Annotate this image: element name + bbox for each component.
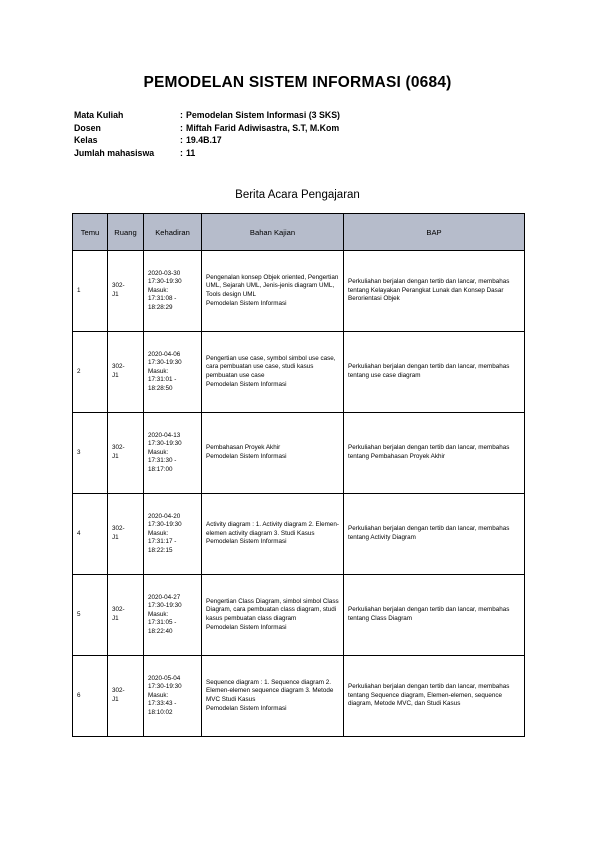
cell-kehadiran: 2020-03-30 17:30-19:30 Masuk: 17:31:08 - 18:28:29 [144,251,202,332]
table-row [73,656,525,737]
info-separator: : [180,147,183,158]
cell-ruang: 302- J1 [108,494,144,575]
course-info [74,109,534,159]
column-header-ruang: Ruang [108,214,144,251]
info-separator: : [180,110,183,120]
info-row-class [74,134,534,147]
cell-bap: Perkuliahan berjalan dengan tertib dan lancar, membahas tentang Pembahasan Proyek Akhir [344,413,525,494]
cell-bap: Perkuliahan berjalan dengan tertib dan lancar, membahas tentang Kelayakan Perangkat Lunak dan Konsep Dasar Berorientasi Objek [344,251,525,332]
info-row-students [74,147,534,160]
cell-temu: 3 [73,413,108,494]
info-label: Jumlah mahasiswa [74,147,155,158]
cell-bahan-kajian: Pengertian Class Diagram, simbol simbol Class Diagram, cara pembuatan class diagram, studi kasus pembuatan class diagram Pemodelan Sistem Informasi [202,575,344,656]
cell-kehadiran: 2020-04-13 17:30-19:30 Masuk: 17:31:30 - 18:17:00 [144,413,202,494]
page-title: PEMODELAN SISTEM INFORMASI (0684) [143,74,452,91]
cell-bap: Perkuliahan berjalan dengan tertib dan lancar, membahas tentang Sequence diagram, Elemen-elemen, sequence diagram, Metode MVC, dan Studi Kasus [344,656,525,737]
info-row-lecturer [74,122,534,135]
cell-bahan-kajian: Pengertian use case, symbol simbol use case, cara pembuatan use case, studi kasus pembuatan use case Pemodelan Sistem Informasi [202,332,344,413]
table-header-row [73,214,525,251]
cell-ruang: 302- J1 [108,332,144,413]
cell-temu: 2 [73,332,108,413]
table-row [73,251,525,332]
table-row [73,575,525,656]
info-label: Dosen [74,122,101,133]
table-row [73,332,525,413]
column-header-bahan-kajian: Bahan Kajian [202,214,344,251]
info-separator: : [180,135,183,145]
cell-ruang: 302- J1 [108,413,144,494]
info-value: Miftah Farid Adiwisastra, S.T, M.Kom [186,122,340,133]
cell-ruang: 302- J1 [108,251,144,332]
info-value: 19.4B.17 [186,135,222,145]
cell-kehadiran: 2020-04-06 17:30-19:30 Masuk: 17:31:01 - 18:28:50 [144,332,202,413]
cell-bap: Perkuliahan berjalan dengan tertib dan lancar, membahas tentang Class Diagram [344,575,525,656]
table-row [73,494,525,575]
info-row-course [74,109,534,122]
cell-bahan-kajian: Pembahasan Proyek Akhir Pemodelan Sistem Informasi [202,413,344,494]
column-header-kehadiran: Kehadiran [144,214,202,251]
teaching-report-table [72,213,525,737]
cell-temu: 5 [73,575,108,656]
cell-kehadiran: 2020-04-27 17:30-19:30 Masuk: 17:31:05 - 18:22:40 [144,575,202,656]
cell-bahan-kajian: Sequence diagram : 1. Sequence diagram 2. Elemen-elemen sequence diagram 3. Metode MVC Studi Kasus Pemodelan Sistem Informasi [202,656,344,737]
cell-ruang: 302- J1 [108,575,144,656]
cell-temu: 4 [73,494,108,575]
cell-temu: 1 [73,251,108,332]
cell-kehadiran: 2020-05-04 17:30-19:30 Masuk: 17:33:43 - 18:10:02 [144,656,202,737]
info-value: 11 [186,147,196,158]
cell-bap: Perkuliahan berjalan dengan tertib dan lancar, membahas tentang use case diagram [344,332,525,413]
cell-ruang: 302- J1 [108,656,144,737]
info-label: Mata Kuliah [74,110,124,120]
info-value: Pemodelan Sistem Informasi (3 SKS) [186,110,340,120]
cell-temu: 6 [73,656,108,737]
info-label: Kelas [74,135,98,145]
info-separator: : [180,122,183,133]
cell-kehadiran: 2020-04-20 17:30-19:30 Masuk: 17:31:17 - 18:22:15 [144,494,202,575]
column-header-temu: Temu [73,214,108,251]
cell-bahan-kajian: Activity diagram : 1. Activity diagram 2. Elemen-elemen activity diagram 3. Studi Kasus Pemodelan Sistem Informasi [202,494,344,575]
table-row [73,413,525,494]
cell-bahan-kajian: Pengenalan konsep Objek oriented, Pengertian UML, Sejarah UML, Jenis-jenis diagram UML, Tools design UML Pemodelan Sistem Informasi [202,251,344,332]
column-header-bap: BAP [344,214,525,251]
section-title: Berita Acara Pengajaran [235,189,360,201]
cell-bap: Perkuliahan berjalan dengan tertib dan lancar, membahas tentang Activity Diagram [344,494,525,575]
